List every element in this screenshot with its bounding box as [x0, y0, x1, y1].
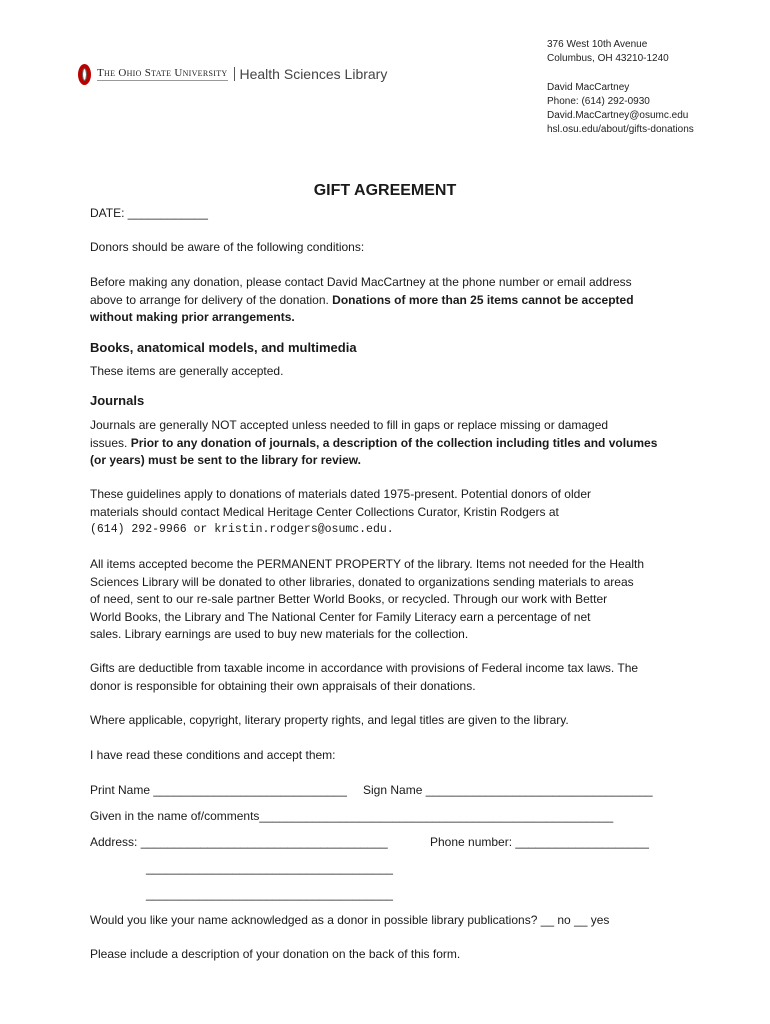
- page-title: GIFT AGREEMENT: [313, 182, 457, 199]
- print-name-field[interactable]: Print Name _____________________________: [90, 783, 347, 797]
- address-field[interactable]: Address: _____________________________________: [90, 835, 388, 849]
- closing-text: Please include a description of your donation on the back of this form.: [90, 947, 461, 961]
- contact-block: [547, 38, 694, 138]
- contact-phone: Phone: (614) 292-0930: [547, 95, 650, 107]
- given-name-field[interactable]: Given in the name of/comments_____________________________________________________: [90, 809, 614, 823]
- university-name: The Ohio State University: [97, 67, 228, 79]
- copyright-text: Where applicable, copyright, literary property rights, and legal titles are given to the library.: [90, 713, 569, 727]
- address-line-2: Columbus, OH 43210-1240: [547, 53, 669, 65]
- phone-number-field[interactable]: Phone number: ____________________: [430, 835, 649, 849]
- contact-name: David MacCartney: [547, 81, 630, 93]
- contact-web[interactable]: hsl.osu.edu/about/gifts-donations: [547, 124, 694, 136]
- gifts-paragraph: Gifts are deductible from taxable income in accordance with provisions of Federal income tax laws. The donor is responsible for obtaining their own appraisals of their donations.: [90, 661, 639, 693]
- journals-paragraph: Journals are generally NOT accepted unless needed to fill in gaps or replace missing or damaged issues. Prior to any donation of journals, a description of the collection including titles and volumes (or years) must be sent to the library for review.: [90, 418, 658, 467]
- accepted-paragraph: All items accepted become the PERMANENT PROPERTY of the library. Items not needed for the Health Sciences Library will be donated to other libraries, donated to organizations sending materials to areas of need, sent to our re-sale partner Better World Books, or recycled. Through our work with Better World Books, the Library and The National Center for Family Literacy earn a percentage of net sales. Library earnings are used to buy new materials for the collection.: [90, 557, 645, 641]
- read-text: I have read these conditions and accept them:: [90, 748, 336, 762]
- address-line-1: 376 West 10th Avenue: [547, 39, 648, 50]
- sign-name-field[interactable]: Sign Name __________________________________: [363, 783, 653, 797]
- library-name: Health Sciences Library: [239, 66, 388, 82]
- date-line: DATE: ____________: [90, 206, 208, 220]
- address-line-2-field[interactable]: _____________________________________: [146, 861, 393, 875]
- journals-heading: Journals: [90, 393, 145, 408]
- books-heading: Books, anatomical models, and multimedia: [90, 340, 357, 355]
- intro-text: Donors should be aware of the following conditions:: [90, 240, 365, 254]
- osu-logo: [78, 60, 387, 88]
- guidelines-paragraph: These guidelines apply to donations of materials dated 1975-present. Potential donors of older materials should contact Medical Heritage Center Collections Curator, Kristin Rodgers at (614) 292-9966 or kristin.rodgers@osumc.edu.: [90, 487, 591, 536]
- block-o-icon: [78, 64, 91, 85]
- logo-divider: [234, 67, 235, 81]
- before-paragraph: Before making any donation, please contact David MacCartney at the phone number or email address above to arrange for delivery of the donation. Donations of more than 25 items cannot be accepted without making prior arrangements.: [90, 275, 634, 324]
- address-line-3-field[interactable]: _____________________________________: [146, 887, 393, 901]
- books-text: These items are generally accepted.: [90, 364, 284, 378]
- contact-email[interactable]: David.MacCartney@osumc.edu: [547, 110, 689, 122]
- acknowledge-question[interactable]: Would you like your name acknowledged as a donor in possible library publications? __ no __ yes: [90, 913, 610, 927]
